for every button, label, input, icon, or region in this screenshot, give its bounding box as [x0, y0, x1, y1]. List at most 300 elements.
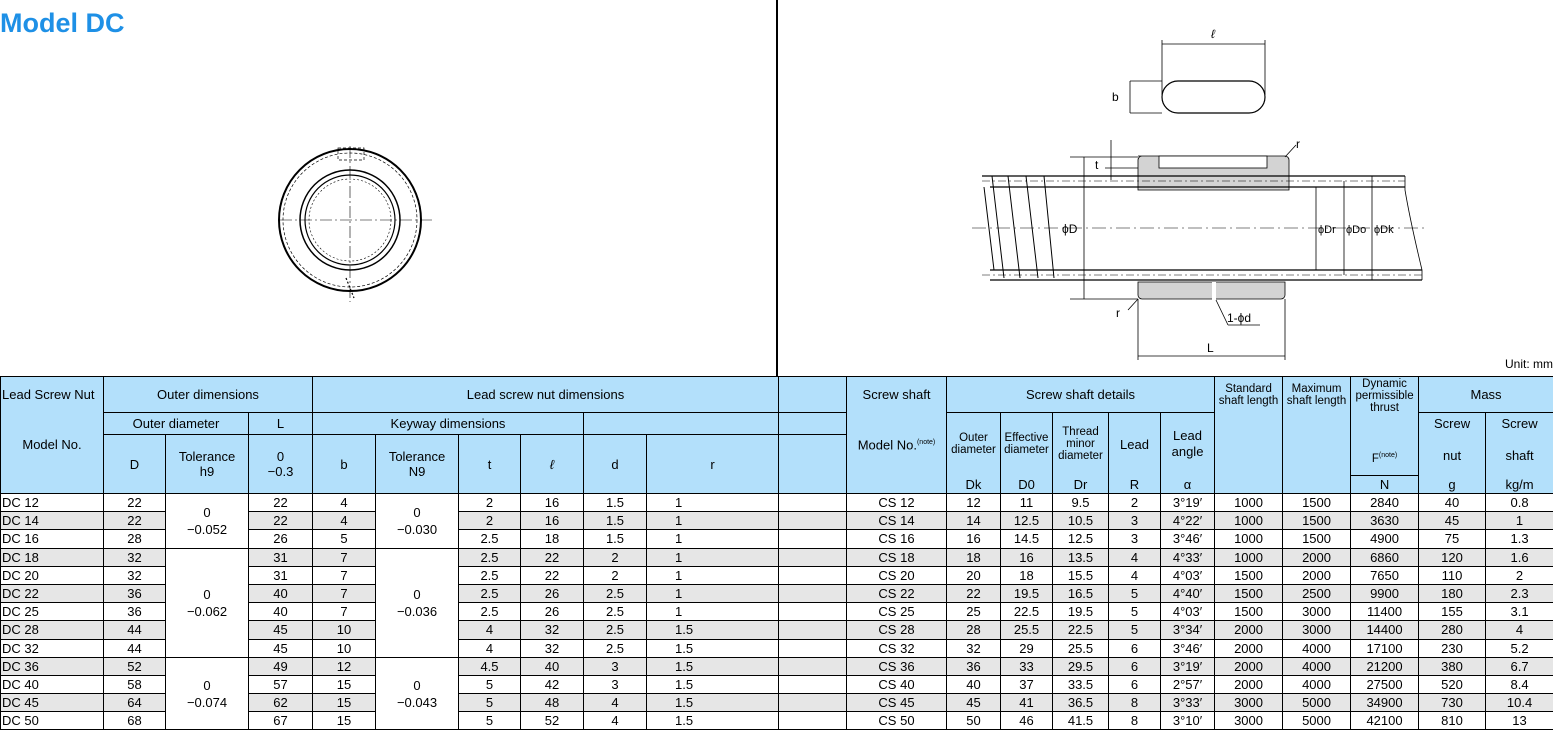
nut-front-view-drawing [270, 140, 440, 310]
cell-Dk: 14 [947, 512, 1001, 530]
cell-Do: 29 [1001, 639, 1053, 657]
cell-max-length: 3000 [1283, 621, 1351, 639]
cell-Dr: 15.5 [1053, 566, 1109, 584]
cell-t: 2.5 [459, 548, 521, 566]
cell-D: 36 [104, 603, 166, 621]
hdr-mass: Mass [1419, 377, 1553, 413]
cell-max-length: 3000 [1283, 603, 1351, 621]
cell-r: 1.5 [647, 694, 779, 712]
cell-Dk: 16 [947, 530, 1001, 548]
cell-mass-nut: 120 [1419, 548, 1486, 566]
cell-t: 2.5 [459, 566, 521, 584]
cell-L: 45 [249, 621, 313, 639]
cell-L: 31 [249, 548, 313, 566]
cell-alpha: 4°22′ [1161, 512, 1215, 530]
cell-thrust: 7650 [1351, 566, 1419, 584]
cell-t: 2.5 [459, 603, 521, 621]
page-title: Model DC [0, 8, 125, 39]
cell-cs-model: CS 25 [847, 603, 947, 621]
cell-Do: 46 [1001, 712, 1053, 730]
cell-t: 4 [459, 621, 521, 639]
cell-R: 3 [1109, 530, 1161, 548]
cell-Do: 41 [1001, 694, 1053, 712]
cell-r: 1 [647, 584, 779, 602]
cell-d: 1.5 [584, 512, 647, 530]
hdr-Dr: Dr [1053, 476, 1109, 494]
cell-tolerance-n9: 0 −0.030 [376, 494, 459, 549]
cell-d: 4 [584, 694, 647, 712]
cell-R: 4 [1109, 566, 1161, 584]
cell-cs-model: CS 32 [847, 639, 947, 657]
cell-model: DC 25 [1, 603, 104, 621]
hdr-lead: Lead [1109, 413, 1161, 476]
divider [776, 0, 778, 376]
cell-l: 26 [521, 603, 584, 621]
cell-mass-nut: 40 [1419, 494, 1486, 512]
cell-t: 5 [459, 675, 521, 693]
cell-Dk: 25 [947, 603, 1001, 621]
cell-r: 1 [647, 494, 779, 512]
cell-max-length: 5000 [1283, 712, 1351, 730]
label-r-top: r [1296, 137, 1300, 151]
cell-R: 3 [1109, 512, 1161, 530]
hdr-cs-empty [847, 476, 947, 494]
hdr-L: L [249, 413, 313, 435]
cell-L: 67 [249, 712, 313, 730]
cell-l: 48 [521, 694, 584, 712]
table-row [1, 494, 1553, 512]
cell-thrust: 14400 [1351, 621, 1419, 639]
cell-Dk: 12 [947, 494, 1001, 512]
cell-Dk: 22 [947, 584, 1001, 602]
cell-b: 4 [313, 512, 376, 530]
hdr-screw-shaft-mass: Screw [1486, 413, 1553, 435]
label-l: ℓ [1211, 27, 1216, 41]
cell-blank [779, 494, 847, 512]
cell-l: 16 [521, 494, 584, 512]
cell-mass-shaft: 10.4 [1486, 694, 1553, 712]
cell-max-length: 2500 [1283, 584, 1351, 602]
hdr-g: g [1419, 476, 1486, 494]
cell-D: 52 [104, 657, 166, 675]
hdr-Dk: Dk [947, 476, 1001, 494]
cell-b: 7 [313, 584, 376, 602]
hdr-std-length: Standard shaft length [1215, 377, 1283, 494]
cell-mass-nut: 155 [1419, 603, 1486, 621]
cell-std-length: 1000 [1215, 530, 1283, 548]
cell-std-length: 2000 [1215, 675, 1283, 693]
cell-cs-model: CS 12 [847, 494, 947, 512]
cell-blank [779, 566, 847, 584]
table-row [1, 548, 1553, 566]
cell-D: 58 [104, 675, 166, 693]
cell-tolerance-h9: 0 −0.074 [166, 657, 249, 730]
cell-l: 16 [521, 512, 584, 530]
cell-t: 2 [459, 494, 521, 512]
cell-D: 22 [104, 494, 166, 512]
cell-alpha: 3°34′ [1161, 621, 1215, 639]
label-hole: 1-ϕd [1227, 311, 1251, 325]
cell-t: 4 [459, 639, 521, 657]
cell-model: DC 12 [1, 494, 104, 512]
cell-max-length: 1500 [1283, 512, 1351, 530]
hdr-lead-screw-nut: Lead Screw Nut [1, 377, 104, 413]
cell-D: 44 [104, 639, 166, 657]
cell-Dr: 19.5 [1053, 603, 1109, 621]
cell-std-length: 1500 [1215, 566, 1283, 584]
cell-b: 7 [313, 603, 376, 621]
cell-model: DC 16 [1, 530, 104, 548]
cell-Do: 33 [1001, 657, 1053, 675]
cell-D: 32 [104, 548, 166, 566]
hdr-blank [779, 413, 847, 435]
cell-thrust: 42100 [1351, 712, 1419, 730]
cell-mass-shaft: 1 [1486, 512, 1553, 530]
cell-Dr: 36.5 [1053, 694, 1109, 712]
table-header [1, 377, 1553, 494]
cell-L: 40 [249, 603, 313, 621]
cell-R: 8 [1109, 712, 1161, 730]
hdr-outer-dimensions: Outer dimensions [104, 377, 313, 413]
cell-cs-model: CS 22 [847, 584, 947, 602]
cell-mass-shaft: 3.1 [1486, 603, 1553, 621]
cell-L: 26 [249, 530, 313, 548]
cell-mass-shaft: 6.7 [1486, 657, 1553, 675]
cell-cs-model: CS 45 [847, 694, 947, 712]
hdr-shaft-label: shaft [1486, 435, 1553, 476]
cell-blank [779, 621, 847, 639]
cell-Dk: 18 [947, 548, 1001, 566]
cell-mass-nut: 45 [1419, 512, 1486, 530]
cell-model: DC 50 [1, 712, 104, 730]
cell-b: 7 [313, 548, 376, 566]
cell-alpha: 3°46′ [1161, 530, 1215, 548]
cell-cs-model: CS 18 [847, 548, 947, 566]
cell-d: 2.5 [584, 621, 647, 639]
hdr-r: r [647, 435, 779, 494]
cell-r: 1.5 [647, 712, 779, 730]
hdr-lead-angle: Lead angle [1161, 413, 1215, 476]
cell-cs-model: CS 50 [847, 712, 947, 730]
cell-Dk: 50 [947, 712, 1001, 730]
hdr-model-no: Model No. [1, 413, 104, 476]
cell-std-length: 1500 [1215, 584, 1283, 602]
cell-tolerance-h9: 0 −0.062 [166, 548, 249, 657]
cell-Do: 12.5 [1001, 512, 1053, 530]
cell-alpha: 4°33′ [1161, 548, 1215, 566]
cell-d: 1.5 [584, 494, 647, 512]
cell-cs-model: CS 14 [847, 512, 947, 530]
hdr-nut-label: nut [1419, 435, 1486, 476]
cell-D: 64 [104, 694, 166, 712]
cell-thrust: 21200 [1351, 657, 1419, 675]
cell-r: 1.5 [647, 657, 779, 675]
cell-Do: 16 [1001, 548, 1053, 566]
cell-Dk: 40 [947, 675, 1001, 693]
cell-R: 4 [1109, 548, 1161, 566]
cell-max-length: 1500 [1283, 530, 1351, 548]
cell-mass-shaft: 1.6 [1486, 548, 1553, 566]
hdr-keyway: Keyway dimensions [313, 413, 584, 435]
hdr-empty [584, 413, 779, 435]
cell-alpha: 4°03′ [1161, 603, 1215, 621]
cell-D: 44 [104, 621, 166, 639]
shaft-section-drawing [970, 20, 1430, 365]
cell-cs-model: CS 36 [847, 657, 947, 675]
hdr-t: t [459, 435, 521, 494]
cell-max-length: 5000 [1283, 694, 1351, 712]
cell-mass-nut: 810 [1419, 712, 1486, 730]
cell-L: 62 [249, 694, 313, 712]
cell-Dr: 41.5 [1053, 712, 1109, 730]
cell-b: 10 [313, 621, 376, 639]
cell-std-length: 2000 [1215, 657, 1283, 675]
cell-l: 42 [521, 675, 584, 693]
cell-d: 2.5 [584, 603, 647, 621]
cell-alpha: 2°57′ [1161, 675, 1215, 693]
cell-b: 4 [313, 494, 376, 512]
hdr-outer-diameter: Outer diameter [104, 413, 249, 435]
cell-mass-nut: 520 [1419, 675, 1486, 693]
cell-cs-model: CS 40 [847, 675, 947, 693]
cell-blank [779, 512, 847, 530]
cell-thrust: 17100 [1351, 639, 1419, 657]
hdr-alpha: α [1161, 476, 1215, 494]
cell-Dr: 33.5 [1053, 675, 1109, 693]
cell-Do: 14.5 [1001, 530, 1053, 548]
cell-thrust: 4900 [1351, 530, 1419, 548]
cell-Do: 11 [1001, 494, 1053, 512]
cell-blank [779, 584, 847, 602]
cell-mass-nut: 280 [1419, 621, 1486, 639]
cell-b: 5 [313, 530, 376, 548]
cell-mass-shaft: 8.4 [1486, 675, 1553, 693]
cell-b: 15 [313, 694, 376, 712]
cell-R: 5 [1109, 584, 1161, 602]
cell-max-length: 2000 [1283, 566, 1351, 584]
cell-r: 1.5 [647, 675, 779, 693]
label-b: b [1112, 90, 1119, 104]
cell-mass-shaft: 13 [1486, 712, 1553, 730]
cell-l: 18 [521, 530, 584, 548]
cell-Dk: 20 [947, 566, 1001, 584]
cell-alpha: 3°10′ [1161, 712, 1215, 730]
cell-alpha: 4°03′ [1161, 566, 1215, 584]
cell-t: 5 [459, 712, 521, 730]
cell-R: 6 [1109, 639, 1161, 657]
cell-l: 22 [521, 548, 584, 566]
label-phi-dk: ϕDk [1374, 224, 1394, 236]
specs-table [0, 376, 1553, 730]
cell-Dr: 10.5 [1053, 512, 1109, 530]
cell-mass-nut: 730 [1419, 694, 1486, 712]
cell-L: 22 [249, 494, 313, 512]
cell-mass-nut: 75 [1419, 530, 1486, 548]
hdr-nut-dimensions: Lead screw nut dimensions [313, 377, 779, 413]
cell-alpha: 4°40′ [1161, 584, 1215, 602]
cell-r: 1 [647, 603, 779, 621]
cell-std-length: 3000 [1215, 712, 1283, 730]
cell-thrust: 9900 [1351, 584, 1419, 602]
cell-b: 15 [313, 712, 376, 730]
cell-Dr: 25.5 [1053, 639, 1109, 657]
cell-max-length: 4000 [1283, 657, 1351, 675]
cell-model: DC 36 [1, 657, 104, 675]
hdr-tol-n9: Tolerance N9 [376, 435, 459, 494]
cell-model: DC 32 [1, 639, 104, 657]
cell-t: 2 [459, 512, 521, 530]
cell-Dk: 36 [947, 657, 1001, 675]
cell-r: 1 [647, 548, 779, 566]
hdr-max-length: Maximum shaft length [1283, 377, 1351, 494]
cell-mass-shaft: 5.2 [1486, 639, 1553, 657]
label-t: t [1095, 158, 1099, 172]
hdr-thrust: Dynamic permissible thrust $F^{(note)}$ [1351, 377, 1419, 476]
cell-t: 2.5 [459, 584, 521, 602]
cell-mass-nut: 230 [1419, 639, 1486, 657]
hdr-model-empty [1, 476, 104, 494]
hdr-L-tol: 0 −0.3 [249, 435, 313, 494]
cell-R: 5 [1109, 621, 1161, 639]
cell-max-length: 2000 [1283, 548, 1351, 566]
cell-blank [779, 603, 847, 621]
cell-D: 36 [104, 584, 166, 602]
cell-d: 2.5 [584, 584, 647, 602]
hdr-F: F [1372, 453, 1379, 465]
cell-D: 28 [104, 530, 166, 548]
unit-label: Unit: mm [1505, 357, 1553, 371]
cell-b: 10 [313, 639, 376, 657]
cell-Dr: 9.5 [1053, 494, 1109, 512]
cell-l: 32 [521, 621, 584, 639]
cell-model: DC 18 [1, 548, 104, 566]
cell-thrust: 34900 [1351, 694, 1419, 712]
cell-mass-shaft: 0.8 [1486, 494, 1553, 512]
cell-l: 22 [521, 566, 584, 584]
cell-L: 22 [249, 512, 313, 530]
hdr-tol-h9: Tolerance h9 [166, 435, 249, 494]
cell-blank [779, 639, 847, 657]
cell-max-length: 4000 [1283, 675, 1351, 693]
cell-R: 6 [1109, 657, 1161, 675]
label-L: L [1207, 341, 1214, 355]
cell-model: DC 45 [1, 694, 104, 712]
cell-blank [779, 530, 847, 548]
hdr-cs-model-no: Model No.$^{(note)}$ [847, 413, 947, 476]
cell-thrust: 27500 [1351, 675, 1419, 693]
cell-Do: 19.5 [1001, 584, 1053, 602]
cell-d: 3 [584, 675, 647, 693]
cell-R: 2 [1109, 494, 1161, 512]
cell-R: 8 [1109, 694, 1161, 712]
cell-std-length: 1000 [1215, 494, 1283, 512]
cell-L: 57 [249, 675, 313, 693]
cell-blank [779, 694, 847, 712]
cell-tolerance-n9: 0 −0.036 [376, 548, 459, 657]
cell-thrust: 6860 [1351, 548, 1419, 566]
cell-Dr: 16.5 [1053, 584, 1109, 602]
cell-cs-model: CS 28 [847, 621, 947, 639]
cell-d: 4 [584, 712, 647, 730]
cell-Do: 22.5 [1001, 603, 1053, 621]
cell-b: 15 [313, 675, 376, 693]
cell-alpha: 3°46′ [1161, 639, 1215, 657]
cell-d: 2 [584, 566, 647, 584]
hdr-l: ℓ [521, 435, 584, 494]
cell-r: 1 [647, 530, 779, 548]
cell-cs-model: CS 20 [847, 566, 947, 584]
cell-mass-nut: 110 [1419, 566, 1486, 584]
cell-model: DC 28 [1, 621, 104, 639]
cell-Do: 18 [1001, 566, 1053, 584]
cell-tolerance-h9: 0 −0.052 [166, 494, 249, 549]
cell-D: 22 [104, 512, 166, 530]
cell-l: 52 [521, 712, 584, 730]
cell-t: 2.5 [459, 530, 521, 548]
cell-r: 1 [647, 512, 779, 530]
cell-Do: 25.5 [1001, 621, 1053, 639]
hdr-kgm: kg/m [1486, 476, 1553, 494]
hdr-D: D [104, 435, 166, 494]
cell-model: DC 14 [1, 512, 104, 530]
label-phi-do: ϕDo [1346, 224, 1366, 236]
cell-thrust: 2840 [1351, 494, 1419, 512]
cell-blank [779, 675, 847, 693]
label-r-bottom: r [1116, 306, 1120, 320]
cell-R: 5 [1109, 603, 1161, 621]
hdr-minor-dia: Thread minor diameter [1053, 413, 1109, 476]
cell-d: 2.5 [584, 639, 647, 657]
cell-std-length: 3000 [1215, 694, 1283, 712]
cell-max-length: 1500 [1283, 494, 1351, 512]
cell-std-length: 1000 [1215, 512, 1283, 530]
cell-l: 26 [521, 584, 584, 602]
cell-b: 7 [313, 566, 376, 584]
cell-Do: 37 [1001, 675, 1053, 693]
cell-l: 32 [521, 639, 584, 657]
table-body [1, 494, 1553, 730]
cell-std-length: 2000 [1215, 621, 1283, 639]
cell-blank [779, 712, 847, 730]
cell-blank [779, 657, 847, 675]
cell-std-length: 1000 [1215, 548, 1283, 566]
cell-model: DC 40 [1, 675, 104, 693]
label-phi-dr: ϕDr [1318, 224, 1336, 236]
cell-r: 1 [647, 566, 779, 584]
cell-r: 1.5 [647, 621, 779, 639]
cell-cs-model: CS 16 [847, 530, 947, 548]
hdr-R: R [1109, 476, 1161, 494]
cell-mass-shaft: 2 [1486, 566, 1553, 584]
cell-b: 12 [313, 657, 376, 675]
cell-L: 49 [249, 657, 313, 675]
cell-Dk: 28 [947, 621, 1001, 639]
cell-std-length: 2000 [1215, 639, 1283, 657]
cell-std-length: 1500 [1215, 603, 1283, 621]
cell-mass-shaft: 2.3 [1486, 584, 1553, 602]
table-row [1, 657, 1553, 675]
cell-l: 40 [521, 657, 584, 675]
hdr-shaft-details: Screw shaft details [947, 377, 1215, 413]
cell-thrust: 11400 [1351, 603, 1419, 621]
cell-alpha: 3°19′ [1161, 494, 1215, 512]
hdr-screw-nut: Screw [1419, 413, 1486, 435]
cell-Dr: 13.5 [1053, 548, 1109, 566]
cell-L: 40 [249, 584, 313, 602]
cell-r: 1.5 [647, 639, 779, 657]
cell-t: 4.5 [459, 657, 521, 675]
cell-t: 5 [459, 694, 521, 712]
